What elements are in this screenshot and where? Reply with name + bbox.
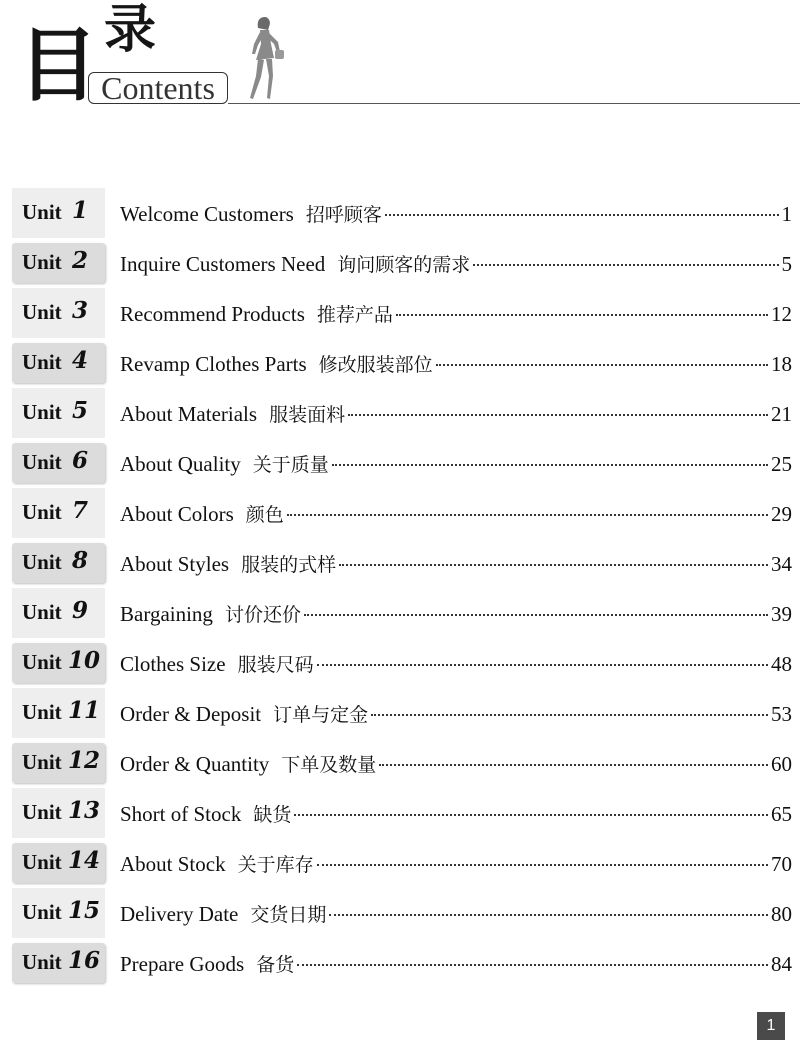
unit-word: Unit xyxy=(22,700,62,724)
unit-word: Unit xyxy=(22,550,62,574)
toc-row-unit-7[interactable] xyxy=(12,488,792,538)
unit-number: 13 xyxy=(68,797,101,824)
toc-row-unit-10[interactable] xyxy=(12,638,792,688)
entry-title-zh: 服装面料 xyxy=(269,404,346,426)
table-of-contents xyxy=(12,188,792,988)
title-char-lu: 录 xyxy=(104,0,157,60)
unit-word: Unit xyxy=(22,200,62,224)
entry-title-en: Bargaining xyxy=(120,602,213,626)
entry-title-zh: 关于质量 xyxy=(252,454,329,476)
entry-page-number: 12 xyxy=(771,302,792,326)
toc-entry xyxy=(120,950,792,976)
dot-leader xyxy=(385,213,779,216)
toc-entry xyxy=(120,300,792,326)
entry-title-zh: 推荐产品 xyxy=(316,304,393,326)
unit-number: 5 xyxy=(72,397,89,424)
toc-row-unit-15[interactable] xyxy=(12,888,792,938)
entry-page-number: 21 xyxy=(771,402,792,426)
entry-page-number: 53 xyxy=(771,702,792,726)
toc-row-unit-13[interactable] xyxy=(12,788,792,838)
entry-title-en: About Stock xyxy=(120,852,226,876)
unit-number: 2 xyxy=(72,247,89,274)
dot-leader xyxy=(329,913,768,916)
unit-tab xyxy=(12,288,105,338)
unit-tab xyxy=(12,388,105,438)
toc-row-unit-1[interactable] xyxy=(12,188,792,238)
header-rule xyxy=(228,103,800,104)
unit-number: 3 xyxy=(72,297,89,324)
entry-title-en: Revamp Clothes Parts xyxy=(120,352,307,376)
page-number-badge: 1 xyxy=(757,1012,785,1040)
entry-title-zh: 修改服装部位 xyxy=(318,354,433,376)
toc-row-unit-14[interactable] xyxy=(12,838,792,888)
toc-entry xyxy=(120,650,792,676)
unit-number: 1 xyxy=(72,197,89,224)
unit-tab xyxy=(12,743,105,783)
unit-tab xyxy=(12,688,105,738)
entry-title-en: About Quality xyxy=(120,452,241,476)
entry-title-en: About Materials xyxy=(120,402,258,426)
unit-tab xyxy=(12,788,105,838)
unit-word: Unit xyxy=(22,450,62,474)
dot-leader xyxy=(317,863,768,866)
toc-entry xyxy=(120,750,792,776)
unit-tab xyxy=(12,943,105,983)
entry-page-number: 65 xyxy=(771,802,792,826)
toc-row-unit-2[interactable] xyxy=(12,238,792,288)
toc-entry xyxy=(120,400,792,426)
entry-title-zh: 询问顾客的需求 xyxy=(337,254,471,276)
unit-tab xyxy=(12,488,105,538)
dot-leader xyxy=(294,813,768,816)
unit-number: 6 xyxy=(72,447,89,474)
toc-row-unit-16[interactable] xyxy=(12,938,792,988)
dot-leader xyxy=(371,713,768,716)
unit-word: Unit xyxy=(22,400,62,424)
entry-title-en: Inquire Customers Need xyxy=(120,252,326,276)
entry-title-en: Prepare Goods xyxy=(120,952,245,976)
toc-entry xyxy=(120,500,792,526)
contents-label: Contents xyxy=(88,72,228,104)
unit-number: 16 xyxy=(68,947,101,974)
dot-leader xyxy=(396,313,768,316)
toc-entry xyxy=(120,800,792,826)
dot-leader xyxy=(287,513,768,516)
toc-entry xyxy=(120,900,792,926)
dot-leader xyxy=(332,463,768,466)
page-header xyxy=(0,0,800,120)
entry-page-number: 1 xyxy=(781,202,792,226)
unit-tab xyxy=(12,243,105,283)
unit-tab xyxy=(12,643,105,683)
entry-title-en: Order & Deposit xyxy=(120,702,262,726)
entry-page-number: 5 xyxy=(781,252,792,276)
unit-number: 15 xyxy=(68,897,101,924)
entry-title-zh: 服装的式样 xyxy=(241,554,337,576)
toc-row-unit-4[interactable] xyxy=(12,338,792,388)
entry-title-zh: 招呼顾客 xyxy=(305,204,382,226)
unit-number: 10 xyxy=(68,647,101,674)
entry-title-zh: 交货日期 xyxy=(250,904,327,926)
title-char-mu: 目 xyxy=(18,19,98,112)
dot-leader xyxy=(436,363,768,366)
unit-word: Unit xyxy=(22,950,62,974)
entry-page-number: 80 xyxy=(771,902,792,926)
unit-word: Unit xyxy=(22,300,62,324)
unit-word: Unit xyxy=(22,650,62,674)
entry-title-en: About Colors xyxy=(120,502,234,526)
unit-number: 4 xyxy=(72,347,89,374)
toc-entry xyxy=(120,850,792,876)
unit-word: Unit xyxy=(22,350,62,374)
entry-title-en: Clothes Size xyxy=(120,652,226,676)
unit-tab xyxy=(12,888,105,938)
dot-leader xyxy=(304,613,768,616)
toc-row-unit-11[interactable] xyxy=(12,688,792,738)
entry-title-zh: 颜色 xyxy=(245,504,284,526)
entry-title-zh: 下单及数量 xyxy=(281,754,377,776)
toc-entry xyxy=(120,250,792,276)
entry-page-number: 48 xyxy=(771,652,792,676)
woman-silhouette-icon xyxy=(234,14,290,102)
unit-tab xyxy=(12,343,105,383)
toc-row-unit-5[interactable] xyxy=(12,388,792,438)
dot-leader xyxy=(297,963,768,966)
entry-title-en: Short of Stock xyxy=(120,802,242,826)
entry-page-number: 25 xyxy=(771,452,792,476)
unit-tab xyxy=(12,843,105,883)
unit-number: 11 xyxy=(68,697,101,724)
toc-entry xyxy=(120,450,792,476)
entry-page-number: 29 xyxy=(771,502,792,526)
entry-page-number: 60 xyxy=(771,752,792,776)
entry-title-zh: 关于库存 xyxy=(237,854,314,876)
entry-page-number: 39 xyxy=(771,602,792,626)
dot-leader xyxy=(317,663,768,666)
entry-title-en: Order & Quantity xyxy=(120,752,270,776)
toc-entry xyxy=(120,600,792,626)
unit-number: 12 xyxy=(68,747,101,774)
entry-title-zh: 讨价还价 xyxy=(224,604,301,626)
entry-page-number: 84 xyxy=(771,952,792,976)
unit-number: 8 xyxy=(72,547,89,574)
unit-word: Unit xyxy=(22,500,62,524)
dot-leader xyxy=(379,763,768,766)
toc-entry xyxy=(120,550,792,576)
unit-word: Unit xyxy=(22,600,62,624)
unit-number: 9 xyxy=(72,597,89,624)
entry-title-en: Welcome Customers xyxy=(120,202,294,226)
entry-title-en: Recommend Products xyxy=(120,302,305,326)
unit-tab xyxy=(12,188,105,238)
dot-leader xyxy=(339,563,768,566)
toc-row-unit-9[interactable] xyxy=(12,588,792,638)
unit-number: 7 xyxy=(72,497,89,524)
unit-tab xyxy=(12,588,105,638)
toc-row-unit-3[interactable] xyxy=(12,288,792,338)
entry-page-number: 18 xyxy=(771,352,792,376)
toc-row-unit-6[interactable] xyxy=(12,438,792,488)
entry-title-zh: 服装尺码 xyxy=(237,654,314,676)
unit-tab xyxy=(12,543,105,583)
unit-word: Unit xyxy=(22,850,62,874)
unit-word: Unit xyxy=(22,250,62,274)
toc-entry xyxy=(120,200,792,226)
entry-title-zh: 订单与定金 xyxy=(273,704,369,726)
unit-word: Unit xyxy=(22,900,62,924)
entry-title-en: Delivery Date xyxy=(120,902,239,926)
unit-word: Unit xyxy=(22,800,62,824)
toc-row-unit-12[interactable] xyxy=(12,738,792,788)
entry-title-en: About Styles xyxy=(120,552,230,576)
dot-leader xyxy=(348,413,768,416)
unit-tab xyxy=(12,443,105,483)
unit-word: Unit xyxy=(22,750,62,774)
entry-page-number: 70 xyxy=(771,852,792,876)
unit-number: 14 xyxy=(68,847,101,874)
dot-leader xyxy=(473,263,778,266)
toc-row-unit-8[interactable] xyxy=(12,538,792,588)
toc-entry xyxy=(120,350,792,376)
entry-title-zh: 备货 xyxy=(256,954,295,976)
toc-entry xyxy=(120,700,792,726)
entry-title-zh: 缺货 xyxy=(253,804,292,826)
entry-page-number: 34 xyxy=(771,552,792,576)
